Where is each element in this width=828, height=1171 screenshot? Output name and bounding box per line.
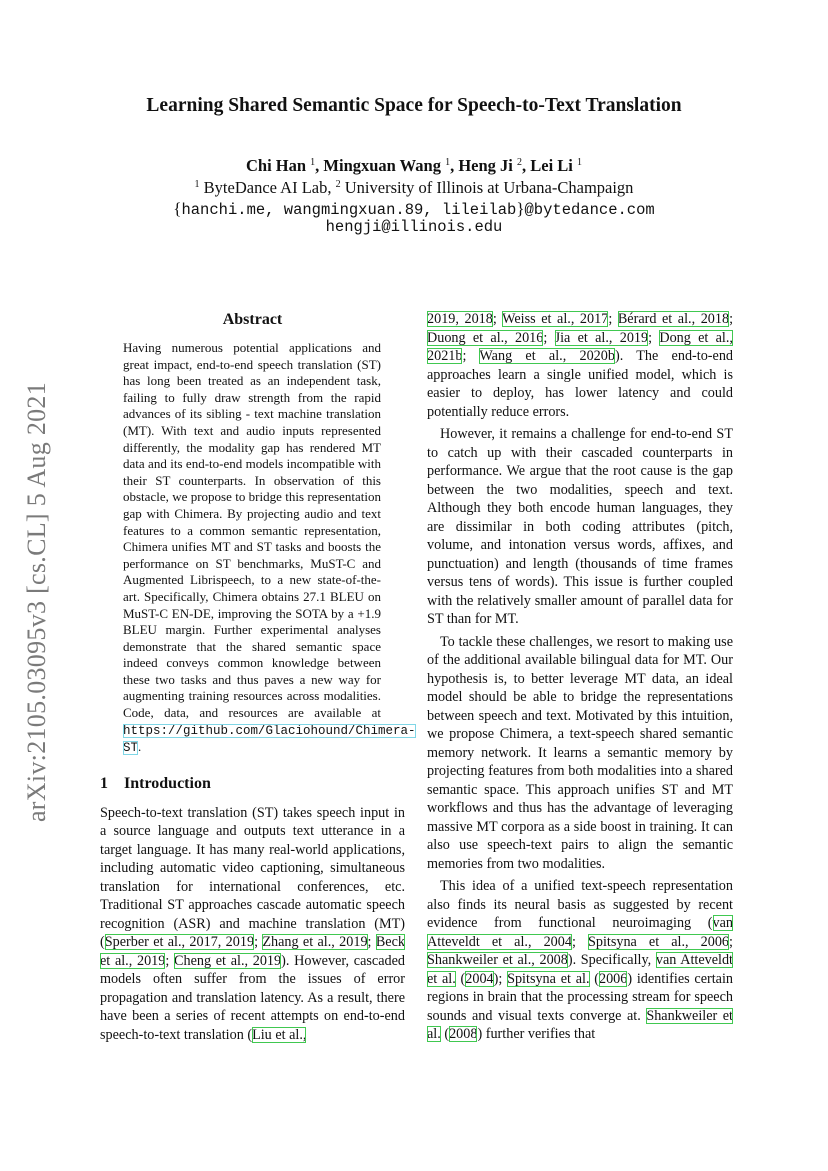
citation-link[interactable]: 2006 [598, 970, 628, 987]
citation-link[interactable]: Liu et al., [252, 1026, 307, 1043]
citation-link[interactable]: van Atteveldt et al., 2004 [427, 915, 733, 950]
code-url-link[interactable]: https://github.com/Glaciohound/Chimera-ST [123, 723, 416, 756]
affiliations: $^1$ ByteDance AI Lab, $^2$ University of Illinois at Urbana-Champaign [194, 178, 634, 197]
author-list: Chi Han $^1$, Mingxuan Wang $^1$, Heng Ji $^2$, Lei Li $^1$ [245, 156, 583, 175]
section-heading-introduction: 1 Introduction [100, 774, 211, 792]
right-column [427, 310, 733, 1044]
arxiv-identifier [24, 362, 50, 842]
citation-link[interactable]: Bérard et al., 2018 [617, 311, 730, 327]
citation-link[interactable]: 2004 [465, 970, 494, 987]
citation-link[interactable]: Wang et al., 2020b [479, 348, 615, 364]
citation-link[interactable]: Shankweiler et al. [427, 1007, 734, 1042]
citation-link[interactable]: 2008 [449, 1026, 478, 1042]
author-name: Chi Han [245, 156, 307, 175]
citation-link[interactable]: Cheng et al., 2019 [174, 952, 282, 969]
affiliation-name: University of Illinois at Urbana-Champaign [344, 178, 634, 197]
intro-paragraph: Speech-to-text translation (ST) takes speech input in a source language and outputs text utterance in a target language. It has many real-world applications, including automatic video captioning, simultaneous translation for international conferences, etc. Traditional ST approaches cascade automatic speech recognition (ASR) and machine translation (MT) (Sperber et al., 2017, 2019; Zhang et al., 2019; Beck et al., 2019; Cheng et al., 2019). However, cascaded models often suffer from the issues of error propagation and translation latency. As a result, there have been a series of recent attempts on end-to-end speech-to-text translation (Liu et al., [100, 804, 405, 1043]
left-column [100, 310, 416, 1044]
citation-link[interactable]: Dong et al., 2021b [427, 329, 733, 364]
citation-link[interactable]: Zhang et al., 2019 [262, 934, 368, 951]
body-paragraph: To tackle these challenges, we resort to making use of the additional available bilingual data for MT. Our hypothesis is, to better leverage MT data, an ideal model should be able to bridge the representations between speech and text. Motivated by this intuition, we propose Chimera, a text-speech shared semantic memory network. It learns a semantic memory by projecting features from both modalities into a shared semantic space. This approach unifies ST and MT workflows and thus has the advantage of leveraging massive MT corpora as a side boost in training. It can also use speech-text pairs to align the semantic memories from two modalities. [427, 633, 733, 872]
citation-link[interactable]: Spitsyna et al. [507, 970, 590, 987]
citation-link[interactable]: Weiss et al., 2017 [502, 311, 609, 327]
author-name: Heng Ji [458, 156, 513, 175]
author-name: Mingxuan Wang [323, 156, 441, 175]
intro-paragraph-continued: 2019, 2018; Weiss et al., 2017; Bérard et al., 2018; Duong et al., 2016; Jia et al., 2019; Dong et al., 2021b; Wang et al., 2020b). The end-to-end approaches learn a single unified model, which is easier to deploy, has lower latency and could potentially reduce errors. [427, 311, 734, 420]
abstract-text: Having numerous potential applications and great impact, end-to-end speech translation (ST) has long been treated as an independent task, failing to fully draw strength from the rapid advances of its sibling - text machine translation (MT). With text and audio inputs represented differently, the modality gap has rendered MT data and its end-to-end models incompatible with their ST counterparts. In observation of this obstacle, we propose to bridge this representation gap with Chimera. By projecting audio and text features to a common semantic representation, Chimera unifies MT and ST tasks and boosts the performance on ST benchmarks, MuST-C and Augmented Librispeech, to a new state-of-the-art. Specifically, Chimera obtains 27.1 BLEU on MuST-C EN-DE, improving the SOTA by a +1.9 BLEU margin. Further experimental analyses demonstrate that the shared semantic space indeed conveys common knowledge between these two tasks and thus paves a new way for augmenting training resources across modalities. Code, data, and resources are available at https://github.com/Glaciohound/Chimera-ST. [123, 340, 416, 756]
author-name: Lei Li [530, 156, 573, 175]
abstract-heading: Abstract [222, 311, 283, 328]
arxiv-id-text: arXiv:2105.03095v3 [cs.CL] 5 Aug 2021 [22, 381, 51, 823]
citation-link[interactable]: Sperber et al., 2017, 2019 [104, 934, 255, 951]
citation-link[interactable]: Shankweiler et al., 2008 [427, 952, 568, 968]
citation-link[interactable]: Spitsyna et al., 2006 [587, 933, 730, 950]
body-paragraph: However, it remains a challenge for end-to-end ST to catch up with their cascaded counterparts in performance. We argue that the root cause is the gap between the two modalities, speech and text. Although they both encode human languages, they are dissimilar in both coding attributes (pitch, volume, and intonation versus words, affixes, and punctuation) and length (thousands of time frames versus tens of words). This issue is further coupled with the relatively smaller amount of parallel data for ST than for MT. [427, 426, 733, 627]
email-domain: @bytedance.com [524, 201, 655, 219]
affiliation-name: ByteDance AI Lab, [203, 178, 332, 197]
email-local-parts: hanchi.me, wangmingxuan.89, lileilab [181, 201, 517, 219]
email-line: {hanchi.me, wangmingxuan.89, lileilab}@bytedance.com [173, 199, 655, 219]
citation-link[interactable]: 2019, 2018 [427, 311, 493, 327]
citation-link[interactable]: Jia et al., 2019 [554, 329, 649, 346]
citation-link[interactable]: Beck et al., 2019 [100, 934, 405, 969]
email-line-2: hengji@illinois.edu [325, 218, 503, 236]
paper-title: Learning Shared Semantic Space for Speech-to-Text Translation [146, 95, 682, 116]
citation-link[interactable]: van Atteveldt et al. [427, 952, 734, 987]
citation-link[interactable]: Duong et al., 2016 [427, 329, 544, 346]
body-paragraph: This idea of a unified text-speech representation also finds its neural basis as suggested by recent evidence from functional neuroimaging (van Atteveldt et al., 2004; Spitsyna et al., 2006; Shankweiler et al., 2008). Specifically, van Atteveldt et al. (2004); Spitsyna et al. (2006) identifies certain regions in brain that the processing stream for speech sounds and visual texts converge at. Shankweiler et al. (2008) further verifies that [427, 878, 734, 1042]
